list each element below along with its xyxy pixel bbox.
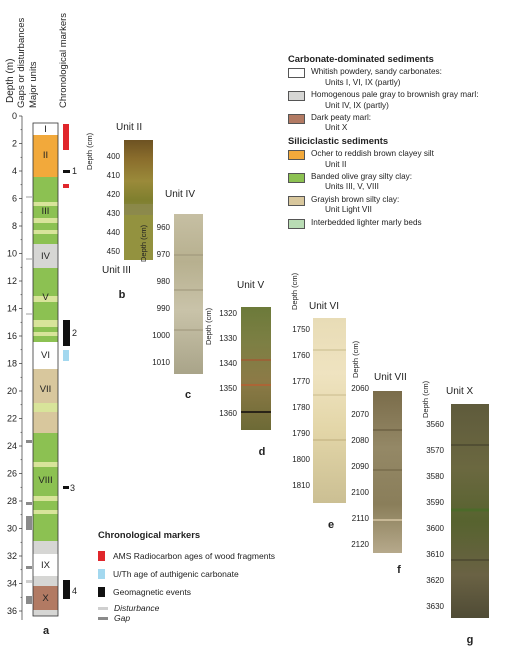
core-title: Unit IV	[165, 189, 196, 200]
svg-text:3570: 3570	[426, 446, 444, 455]
depth-tick-label: 14	[6, 303, 17, 314]
svg-text:3560: 3560	[426, 420, 444, 429]
uth-swatch	[98, 569, 105, 579]
panel-label-b: b	[118, 289, 126, 301]
core-axis-label: Depth (cm)	[139, 224, 148, 262]
depth-tick-label: 0	[11, 111, 17, 121]
core-photo	[313, 318, 346, 503]
geomagnetic-marker	[63, 486, 69, 489]
core-title: Unit II	[116, 122, 143, 133]
depth-tick-label: 16	[6, 331, 17, 341]
chrono-legend-item: Disturbance	[98, 603, 338, 613]
chrono-markers	[63, 124, 77, 599]
unit-label: V	[42, 292, 49, 303]
header-gaps: Gaps or disturbances	[16, 17, 27, 108]
panel-label-e: e	[327, 519, 335, 531]
svg-text:450: 450	[106, 247, 120, 256]
core-panel-d	[204, 280, 271, 458]
panel-label-f: f	[397, 564, 401, 576]
legend-swatch	[288, 173, 305, 183]
legend-item: Grayish brown silty clay: Unit Light VII	[288, 195, 510, 216]
core-axis-label: Depth (cm)	[85, 132, 94, 170]
header-chrono: Chronological markers	[58, 12, 69, 108]
svg-text:1750: 1750	[292, 325, 310, 334]
svg-text:1350: 1350	[219, 384, 237, 393]
disturbance-mark	[26, 580, 32, 583]
gap-mark	[26, 566, 32, 569]
svg-text:1760: 1760	[292, 351, 310, 360]
chrono-legend-heading: Chronological markers	[98, 529, 201, 540]
depth-tick-label: 20	[6, 386, 17, 396]
depth-tick-label: 8	[11, 221, 17, 231]
legend-item: Ocher to reddish brown clayey silt Unit II	[288, 149, 510, 170]
unit-label: VI	[41, 350, 50, 361]
core-axis-label: Depth (cm)	[421, 380, 430, 418]
svg-text:2100: 2100	[351, 488, 369, 497]
disturbance-mark	[26, 196, 32, 198]
legend-swatch	[288, 91, 305, 101]
unit-label: I	[44, 124, 47, 135]
marker-number: 2	[72, 328, 78, 338]
svg-text:3610: 3610	[426, 550, 444, 559]
depth-tick-label: 28	[6, 496, 17, 506]
core-panel-b	[85, 122, 153, 301]
core-ticks	[107, 152, 121, 256]
svg-text:1320: 1320	[219, 309, 237, 318]
svg-text:960: 960	[156, 223, 170, 232]
uth-marker	[63, 350, 69, 361]
svg-text:2070: 2070	[351, 410, 369, 419]
svg-text:400: 400	[106, 152, 120, 161]
core-ticks	[351, 384, 369, 549]
core-title: Unit V	[237, 280, 265, 291]
core-title: Unit VII	[374, 372, 407, 383]
svg-text:1340: 1340	[219, 359, 237, 368]
chrono-legend-item: AMS Radiocarbon ages of wood fragments	[98, 549, 338, 562]
legend-item: Homogenous pale gray to brownish gray marl: Unit IV, IX (partly)	[288, 90, 510, 111]
unit-label: IV	[41, 251, 50, 262]
marker-number: 1	[72, 166, 78, 176]
depth-tick-label: 22	[6, 413, 17, 424]
svg-text:440: 440	[106, 228, 120, 237]
svg-text:430: 430	[106, 209, 120, 218]
ams-swatch	[98, 551, 105, 561]
svg-text:3620: 3620	[426, 576, 444, 585]
svg-text:2090: 2090	[351, 462, 369, 471]
gap-mark	[26, 516, 32, 530]
disturbance-mark	[26, 313, 32, 315]
core-ticks	[219, 309, 237, 418]
chrono-legend-item: Gap	[98, 613, 338, 623]
geomagnetic-marker	[63, 170, 70, 173]
core-photo	[373, 391, 402, 553]
legend-item: Banded olive gray silty clay: Units III, V, VIII	[288, 172, 510, 193]
depth-tick-label: 24	[6, 441, 17, 451]
core-axis-label: Depth (cm)	[204, 307, 213, 345]
svg-text:980: 980	[156, 277, 170, 286]
unit-label: III	[41, 206, 50, 217]
svg-text:3630: 3630	[426, 602, 444, 611]
svg-text:2080: 2080	[351, 436, 369, 445]
unit-label: X	[42, 593, 49, 604]
marker-number: 3	[70, 483, 76, 493]
svg-text:1810: 1810	[292, 481, 310, 490]
svg-text:2120: 2120	[351, 540, 369, 549]
svg-text:970: 970	[156, 250, 170, 259]
legend-item: Dark peaty marl: Unit X	[288, 113, 510, 134]
depth-axis	[7, 111, 22, 616]
disturbance-mark	[26, 258, 32, 260]
gap-column	[26, 196, 32, 604]
svg-text:410: 410	[106, 171, 120, 180]
legend-swatch	[288, 114, 305, 124]
svg-text:1800: 1800	[292, 455, 310, 464]
legend-swatch	[288, 219, 305, 229]
depth-tick-label: 10	[6, 248, 17, 259]
ams-marker	[63, 184, 69, 188]
core-title: Unit VI	[309, 301, 340, 312]
legend-heading-carbonate: Carbonate-dominated sediments	[288, 53, 434, 64]
geomagnetic-marker	[63, 580, 70, 599]
legend-swatch	[288, 196, 305, 206]
ams-marker	[63, 124, 69, 150]
header-depth: Depth (m)	[5, 58, 16, 103]
depth-tick-label: 30	[6, 523, 17, 534]
unit-label: VIII	[38, 475, 53, 486]
svg-text:990: 990	[156, 304, 170, 313]
header-units: Major units	[28, 61, 39, 108]
panel-label-c: c	[184, 389, 192, 401]
svg-text:1780: 1780	[292, 403, 310, 412]
depth-tick-label: 34	[6, 578, 17, 589]
legend-swatch	[288, 150, 305, 160]
svg-text:3600: 3600	[426, 524, 444, 533]
svg-text:1330: 1330	[219, 334, 237, 343]
core-title: Unit X	[446, 386, 474, 397]
panel-label-g: g	[466, 634, 474, 646]
core-ticks	[292, 325, 310, 490]
svg-text:1360: 1360	[219, 409, 237, 418]
chrono-legend-item: U/Th age of authigenic carbonate	[98, 567, 338, 580]
core-ticks	[426, 420, 444, 611]
legend-swatch	[288, 68, 305, 78]
geomagnetic-swatch	[98, 587, 105, 597]
lithology-legend	[288, 52, 510, 231]
depth-tick-label: 2	[11, 138, 17, 149]
legend-item: Whitish powdery, sandy carbonates: Units I, VI, IX (partly)	[288, 67, 510, 88]
svg-text:1770: 1770	[292, 377, 310, 386]
depth-tick-label: 18	[6, 358, 17, 369]
core-panel-g	[421, 380, 489, 646]
svg-text:3590: 3590	[426, 498, 444, 507]
depth-tick-label: 36	[6, 606, 17, 616]
chrono-legend-item: Geomagnetic events	[98, 585, 338, 598]
geomagnetic-marker	[63, 320, 70, 346]
unit-label: VII	[39, 384, 52, 395]
unit-label: II	[42, 150, 49, 161]
panel-label-d: d	[258, 446, 266, 458]
depth-tick-label: 26	[6, 468, 17, 479]
depth-tick-label: 6	[11, 193, 17, 204]
core-ticks	[152, 223, 170, 367]
svg-text:1790: 1790	[292, 429, 310, 438]
core-panel-f	[351, 340, 407, 576]
core-axis-label: Depth (cm)	[351, 340, 360, 378]
depth-tick-label: 12	[6, 276, 17, 286]
legend-heading-siliciclastic: Siliciclastic sediments	[288, 134, 389, 146]
svg-text:420: 420	[106, 190, 120, 199]
svg-text:2110: 2110	[351, 514, 369, 523]
gap-mark	[26, 596, 32, 604]
core-axis-label: Depth (cm)	[290, 272, 299, 310]
panel-label-a: a	[42, 625, 50, 637]
unit-column	[33, 123, 58, 616]
gap-swatch	[98, 617, 108, 620]
core-subtitle: Unit III	[102, 265, 131, 276]
svg-text:2060: 2060	[351, 384, 369, 393]
marker-number: 4	[72, 586, 78, 596]
unit-label: IX	[41, 560, 50, 571]
gap-mark	[26, 440, 32, 443]
depth-tick-label: 32	[6, 551, 17, 561]
gap-mark	[26, 502, 32, 505]
svg-text:3580: 3580	[426, 472, 444, 481]
legend-item: Interbedded lighter marly beds	[288, 218, 510, 229]
chrono-legend	[98, 529, 338, 623]
core-photo	[124, 140, 153, 215]
core-panel-e	[290, 272, 346, 531]
disturbance-swatch	[98, 607, 108, 610]
svg-text:1010: 1010	[152, 358, 170, 367]
depth-tick-label: 4	[11, 166, 17, 176]
core-photo	[174, 214, 203, 374]
svg-text:1000: 1000	[152, 331, 170, 340]
